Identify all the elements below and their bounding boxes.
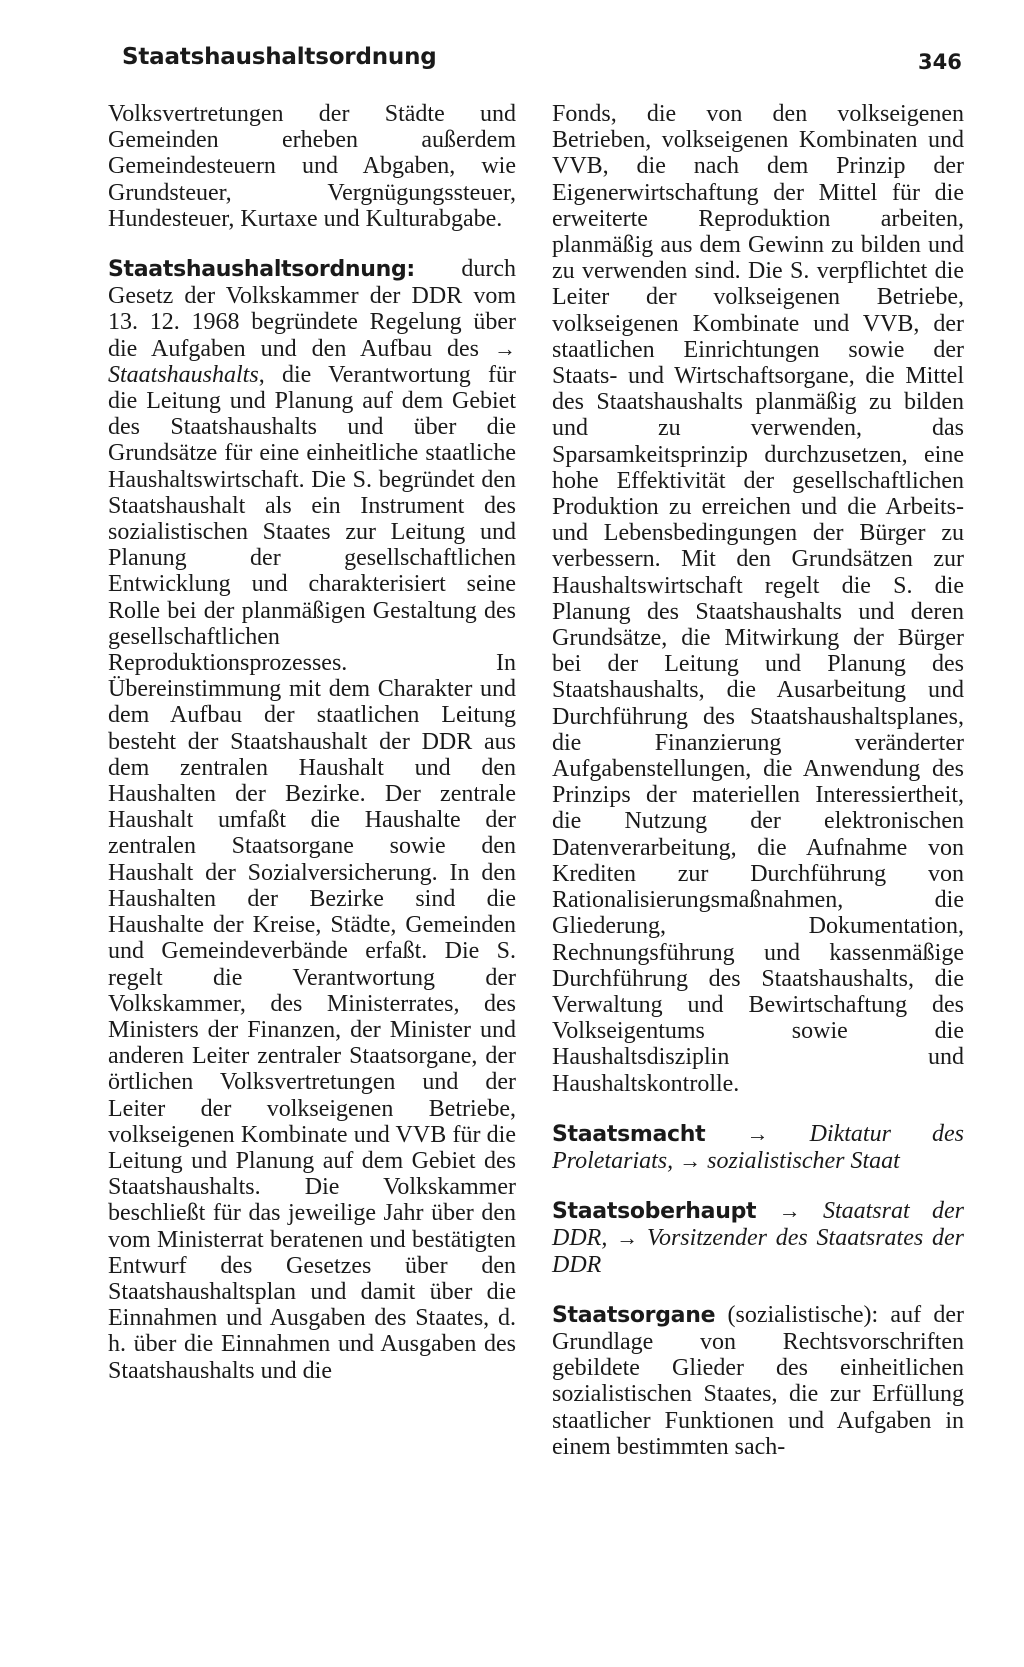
cross-reference-arrow-icon: → [746, 1120, 769, 1146]
entry-text: durch Gesetz der Volkskammer der DDR vom 13. 12. 1968 begründete Regelung über die Aufgaben und den Aufbau des [108, 256, 516, 362]
entry-headword: Staatsmacht [552, 1121, 706, 1147]
cross-reference-link[interactable]: Diktatur des Proletariats [552, 1120, 965, 1174]
cross-reference-link[interactable]: Staatshaushalts [108, 361, 259, 388]
entry-headword: Staatsoberhaupt [552, 1199, 757, 1225]
cross-reference-arrow-icon: → [778, 1198, 801, 1224]
cross-reference-arrow-icon: → [494, 335, 516, 361]
running-head: Staatshaushaltsordnung [122, 44, 437, 70]
entry-headword: Staatshaushaltsordnung: [108, 257, 415, 283]
cross-reference-arrow-icon: → [679, 1147, 702, 1173]
page-number: 346 [918, 50, 962, 74]
entry-headword: Staatsorgane [552, 1302, 716, 1328]
continuation-paragraph: Fonds, die von den volkseigenen Betrieben, volkseigenen Kombinaten und VVB, die nach dem Prinzip der Eigenerwirtschaftung der Mittel für die erweiterte Reproduktion arbeiten, planmäßig aus dem Gewinn zu bilden und zu verwenden sind. Die S. verpflichtet die Leiter der volkseigenen Betriebe, volkseigenen Kombinate und VVB, der staatlichen Einrichtungen sowie der Staats- und Wirtschaftsorgane, die Mittel des Staatshaushalts planmäßig zu bilden und zu verwenden, das Sparsamkeitsprinzip durchzusetzen, eine hohe Effektivität der gesellschaftlichen Produktion zu erreichen und die Arbeits- und Lebensbedingungen der Bürger zu verbessern. Mit den Grundsätzen zur Haushaltswirtschaft regelt die S. die Planung des Staatshaushalts und deren Grundsätze, die Mitwirkung der Bürger bei der Leitung und Planung des Staatshaushalts, die Ausarbeitung und Durchführung des Staatshaushaltsplanes, die Finanzierung veränderter Aufgabenstellungen, die Anwendung des Prinzips der materiellen Interessiertheit, die Nutzung der elektronischen Datenverarbeitung, die Aufnahme von Krediten zur Durchführung von Rationalisierungsmaßnahmen, die Gliederung, Dokumentation, Rechnungsführung und kassenmäßige Durchführung des Staatshaushalts, die Verwaltung und Bewirtschaftung des Volkseigentums sowie die Haushaltsdisziplin und Haushaltskontrolle. [552, 101, 964, 1097]
cross-reference-arrow-icon: → [616, 1225, 639, 1251]
left-column [108, 101, 516, 1384]
entry-staatsoberhaupt [552, 1198, 964, 1278]
entry-staatsorgane [552, 1302, 964, 1460]
entry-staatshaushaltsordnung [108, 256, 516, 1384]
separator: , [601, 1225, 617, 1252]
cross-reference-link[interactable]: sozialistischer Staat [707, 1147, 900, 1174]
entry-text: (sozialistische): auf der Grundlage von Rechtsvorschriften gebildete Glieder des einheitlichen sozialistischen Staates, die zur Erfüllung staatlicher Funktionen und Aufgaben in einem bestimmten sach- [552, 1301, 964, 1460]
continuation-paragraph: Volksvertretungen der Städte und Gemeinden erheben außerdem Gemeindesteuern und Abgaben, wie Grundsteuer, Vergnügungssteuer, Hundesteuer, Kurtaxe und Kulturabgabe. [108, 101, 516, 232]
cross-reference-link[interactable]: Vorsitzender des Staatsrates der DDR [552, 1225, 965, 1278]
entry-staatsmacht [552, 1121, 964, 1174]
separator: , [667, 1147, 680, 1174]
cross-reference-link[interactable]: Staatsrat der DDR [552, 1198, 964, 1252]
entry-text: , die Verantwortung für die Leitung und Planung auf dem Gebiet des Staatshaushalts und über die Grundsätze für eine einheitliche staatliche Haushaltswirtschaft. Die S. begründet den Staatshaushalt als ein Instrument des sozialistischen Staates zur Leitung und Planung der gesellschaftlichen Entwicklung und charakterisiert seine Rolle bei der planmäßigen Gestaltung des gesellschaftlichen Reproduktionsprozesses. In Übereinstimmung mit dem Charakter und dem Aufbau der staatlichen Leitung besteht der Staatshaushalt der DDR aus dem zentralen Haushalt und den Haushalten der Bezirke. Der zentrale Haushalt umfaßt die Haushalte der zentralen Staatsorgane sowie den Haushalt der Sozialversicherung. In den Haushalten der Bezirke sind die Haushalte der Kreise, Städte, Gemeinden und Gemeindeverbände erfaßt. Die S. regelt die Verantwortung der Volkskammer, des Ministerrates, des Ministers der Finanzen, der Minister und anderen Leiter zentraler Staatsorgane, der örtlichen Volksvertretungen und der Leiter der volkseigenen Betriebe, volkseigenen Kombinate und VVB für die Leitung und Planung auf dem Gebiet des Staatshaushalts. Die Volkskammer beschließt für das jeweilige Jahr über den vom Ministerrat beratenen und bestätigten Entwurf des Gesetzes über den Staatshaushaltsplan und damit über die Einnahmen und Ausgaben des Staates, d. h. über die Einnahmen und Ausgaben des Staatshaushalts und die [108, 361, 516, 1384]
right-column [552, 101, 964, 1460]
